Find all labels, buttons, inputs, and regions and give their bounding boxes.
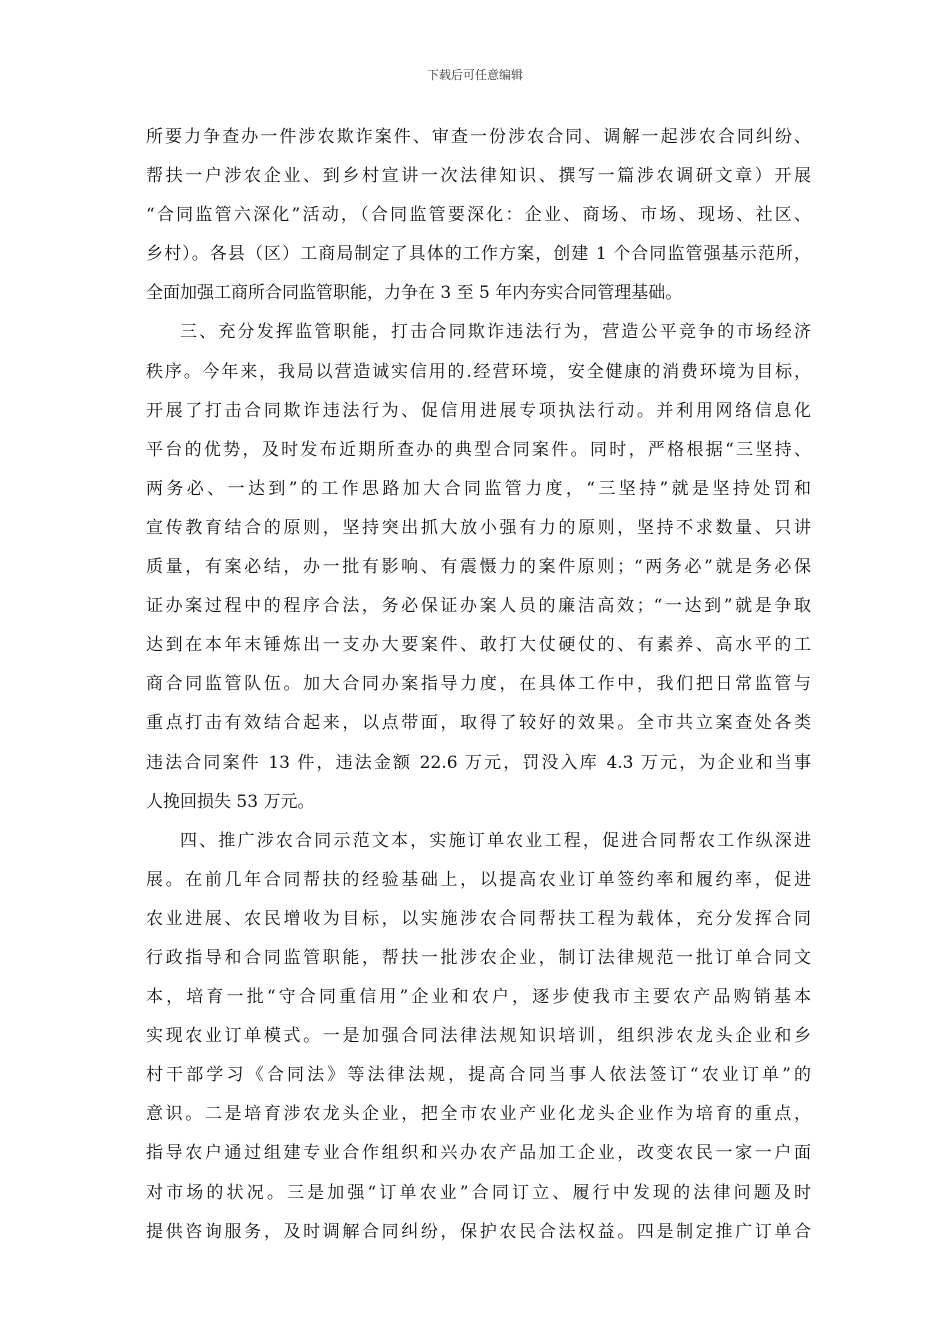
paragraph-line: 商合同监管队伍。加大合同办案指导力度，在具体工作中，我们把日常监管与 — [146, 674, 811, 695]
paragraph-line: 帮扶一户涉农企业、到乡村宣讲一次法律知识、撰写一篇涉农调研文章）开展 — [146, 166, 811, 187]
paragraph-line: 平台的优势，及时发布近期所查办的典型合同案件。同时，严格根据“三坚持、 — [146, 439, 811, 460]
paragraph-line: 农业进展、农民增收为目标，以实施涉农合同帮扶工程为载体，充分发挥合同 — [146, 908, 811, 929]
paragraph — [146, 822, 811, 1252]
paragraph-line: 违法合同案件 13 件，违法金额 22.6 万元，罚没入库 4.3 万元，为企业和当事 — [146, 752, 811, 773]
paragraph-line: 质量，有案必结，办一批有影响、有震慑力的案件原则；“两务必”就是务必保 — [146, 557, 811, 578]
paragraph-line: 证办案过程中的程序合法，务必保证办案人员的廉洁高效；“一达到”就是争取 — [146, 596, 811, 617]
paragraph-line: 实现农业订单模式。一是加强合同法律法规知识培训，组织涉农龙头企业和乡 — [146, 1026, 811, 1047]
paragraph-line: 意识。二是培育涉农龙头企业，把全市农业产业化龙头企业作为培育的重点， — [146, 1104, 811, 1125]
paragraph-line: 提供咨询服务，及时调解合同纠纷，保护农民合法权益。四是制定推广订单合 — [146, 1221, 811, 1242]
paragraph-line: 重点打击有效结合起来，以点带面，取得了较好的效果。全市共立案查处各类 — [146, 713, 811, 734]
paragraph-line: 全面加强工商所合同监管职能，力争在 3 至 5 年内夯实合同管理基础。 — [146, 283, 683, 304]
paragraph — [146, 118, 811, 313]
paragraph-line: 四、推广涉农合同示范文本，实施订单农业工程，促进合同帮农工作纵深进 — [180, 830, 811, 851]
paragraph-line: 对市场的状况。三是加强“订单农业”合同订立、履行中发现的法律问题及时 — [146, 1182, 811, 1203]
paragraph-line: 人挽回损失 53 万元。 — [146, 791, 315, 812]
paragraph-line: 乡村）。各县（区）工商局制定了具体的工作方案，创建 1 个合同监管强基示范所， — [146, 244, 811, 265]
paragraph-line: 村干部学习《合同法》等法律法规，提高合同当事人依法签订“农业订单”的 — [146, 1065, 811, 1086]
paragraph-line: 所要力争查办一件涉农欺诈案件、审查一份涉农合同、调解一起涉农合同纠纷、 — [146, 127, 811, 147]
paragraph-line: 行政指导和合同监管职能，帮扶一批涉农企业，制订法律规范一批订单合同文 — [146, 947, 811, 968]
paragraph-line: 达到在本年末锤炼出一支办大要案件、敢打大仗硬仗的、有素养、高水平的工 — [146, 635, 811, 656]
paragraph-line: 宣传教育结合的原则，坚持突出抓大放小强有力的原则，坚持不求数量、只讲 — [146, 517, 811, 538]
page-header-note: 下载后可任意编辑 — [426, 68, 523, 82]
document-body — [146, 118, 811, 1252]
paragraph-line: “合同监管六深化”活动，（合同监管要深化：企业、商场、市场、现场、社区、 — [146, 205, 811, 226]
paragraph — [146, 313, 811, 821]
paragraph-line: 开展了打击合同欺诈违法行为、促信用进展专项执法行动。并利用网络信息化 — [146, 400, 811, 421]
paragraph-line: 秩序。今年来，我局以营造诚实信用的.经营环境，安全健康的消费环境为目标， — [146, 361, 811, 382]
paragraph-line: 本，培育一批“守合同重信用”企业和农户，逐步使我市主要农产品购销基本 — [146, 987, 811, 1008]
paragraph-line: 两务必、一达到”的工作思路加大合同监管力度，“三坚持”就是坚持处罚和 — [146, 478, 811, 499]
paragraph-line: 指导农户通过组建专业合作组织和兴办农产品加工企业，改变农民一家一户面 — [146, 1143, 811, 1164]
paragraph-line: 展。在前几年合同帮扶的经验基础上，以提高农业订单签约率和履约率，促进 — [146, 869, 811, 890]
paragraph-line: 三、充分发挥监管职能，打击合同欺诈违法行为，营造公平竞争的市场经济 — [180, 322, 811, 343]
